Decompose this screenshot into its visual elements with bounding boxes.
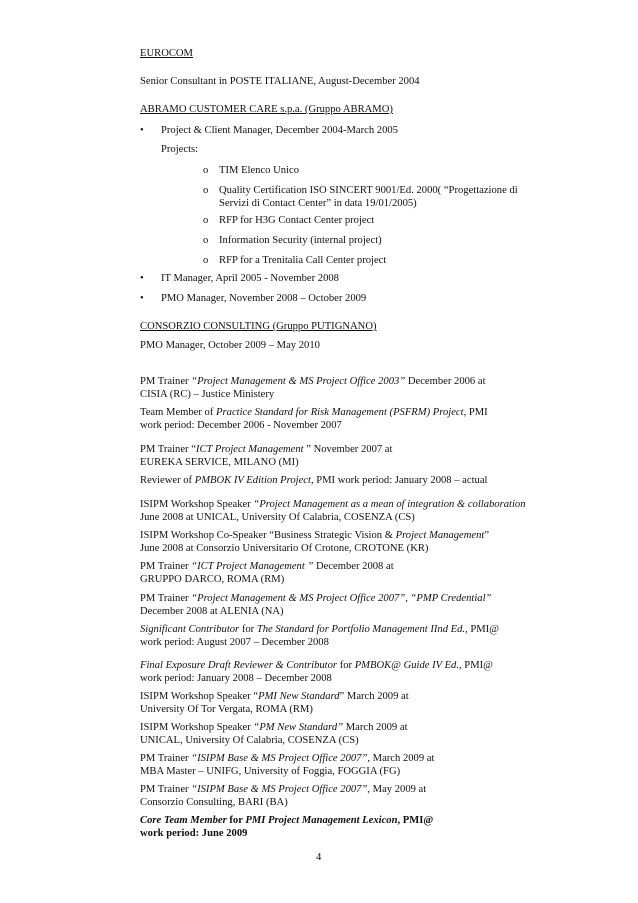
- entry-line: EUREKA SERVICE, MILANO (MI): [140, 457, 299, 468]
- entry-line: work period: August 2007 – December 2008: [140, 637, 329, 648]
- section-heading-eurocom: EUROCOM: [140, 48, 193, 59]
- entry-line: MBA Master – UNIFG, University of Foggia, FOGGIA (FG): [140, 766, 401, 777]
- circle-bullet-icon: o: [203, 185, 209, 196]
- entry-line: Significant Contributor for The Standard for Portfolio Management IInd Ed., PMI@: [140, 624, 499, 635]
- entry-line: PM Trainer “ICT Project Management ” November 2007 at: [140, 444, 393, 455]
- bullet-icon: •: [140, 125, 144, 136]
- entry-line: work period: January 2008 – December 2008: [140, 673, 332, 684]
- consorzio-role: PMO Manager, October 2009 – May 2010: [140, 340, 320, 351]
- entry-line: PM Trainer “ISIPM Base & MS Project Office 2007”, May 2009 at: [140, 784, 427, 795]
- project-item-continuation: Servizi di Contact Center” in data 19/01/2005): [219, 198, 417, 209]
- entry-line: work period: December 2006 - November 2007: [140, 420, 342, 431]
- entry-line: ISIPM Workshop Speaker “PMI New Standard” March 2009 at: [140, 691, 409, 702]
- abramo-bullet-1: Project & Client Manager, December 2004-March 2005: [161, 125, 398, 136]
- entry-line: ISIPM Workshop Speaker “PM New Standard” March 2009 at: [140, 722, 408, 733]
- projects-label: Projects:: [161, 144, 199, 155]
- project-item: Information Security (internal project): [219, 235, 382, 246]
- entry-line: work period: June 2009: [140, 828, 248, 839]
- entry-line: Reviewer of PMBOK IV Edition Project, PMI work period: January 2008 – actual: [140, 475, 488, 486]
- project-item: Quality Certification ISO SINCERT 9001/Ed. 2000( “Progettazione di: [219, 185, 518, 196]
- page-number: 4: [316, 852, 322, 863]
- entry-line: PM Trainer “ISIPM Base & MS Project Office 2007”, March 2009 at: [140, 753, 435, 764]
- entry-line: CISIA (RC) – Justice Ministery: [140, 389, 275, 400]
- entry-line: Final Exposure Draft Reviewer & Contributor for PMBOK@ Guide IV Ed., PMI@: [140, 660, 493, 671]
- project-item: RFP for H3G Contact Center project: [219, 215, 375, 226]
- entry-line: PM Trainer “ICT Project Management ” December 2008 at: [140, 561, 394, 572]
- circle-bullet-icon: o: [203, 235, 209, 246]
- section-heading-consorzio: CONSORZIO CONSULTING (Gruppo PUTIGNANO): [140, 321, 377, 332]
- project-item: TIM Elenco Unico: [219, 165, 300, 176]
- entry-line: December 2008 at ALENIA (NA): [140, 606, 284, 617]
- circle-bullet-icon: o: [203, 215, 209, 226]
- bullet-icon: •: [140, 293, 144, 304]
- abramo-bullet-2: IT Manager, April 2005 - November 2008: [161, 273, 339, 284]
- entry-line: PM Trainer “Project Management & MS Project Office 2007”, “PMP Credential”: [140, 593, 492, 604]
- entry-line: June 2008 at UNICAL, University Of Calabria, COSENZA (CS): [140, 512, 415, 523]
- entry-line: Consorzio Consulting, BARI (BA): [140, 797, 288, 808]
- eurocom-role: Senior Consultant in POSTE ITALIANE, August-December 2004: [140, 76, 420, 87]
- entry-line: GRUPPO DARCO, ROMA (RM): [140, 574, 285, 585]
- entry-line: Core Team Member for PMI Project Management Lexicon, PMI@: [140, 815, 434, 826]
- section-heading-abramo: ABRAMO CUSTOMER CARE s.p.a. (Gruppo ABRAMO): [140, 104, 393, 115]
- project-item: RFP for a Trenitalia Call Center project: [219, 255, 387, 266]
- entry-line: June 2008 at Consorzio Universitario Of Crotone, CROTONE (KR): [140, 543, 429, 554]
- entry-line: PM Trainer “Project Management & MS Project Office 2003” December 2006 at: [140, 376, 486, 387]
- entry-line: University Of Tor Vergata, ROMA (RM): [140, 704, 313, 715]
- entry-line: UNICAL, University Of Calabria, COSENZA (CS): [140, 735, 359, 746]
- bullet-icon: •: [140, 273, 144, 284]
- entry-line: ISIPM Workshop Speaker “Project Management as a mean of integration & collaboration: [140, 499, 526, 510]
- entry-line: Team Member of Practice Standard for Risk Management (PSFRM) Project, PMI: [140, 407, 488, 418]
- circle-bullet-icon: o: [203, 255, 209, 266]
- abramo-bullet-3: PMO Manager, November 2008 – October 2009: [161, 293, 367, 304]
- entry-line: ISIPM Workshop Co-Speaker “Business Strategic Vision & Project Management”: [140, 530, 490, 541]
- circle-bullet-icon: o: [203, 165, 209, 176]
